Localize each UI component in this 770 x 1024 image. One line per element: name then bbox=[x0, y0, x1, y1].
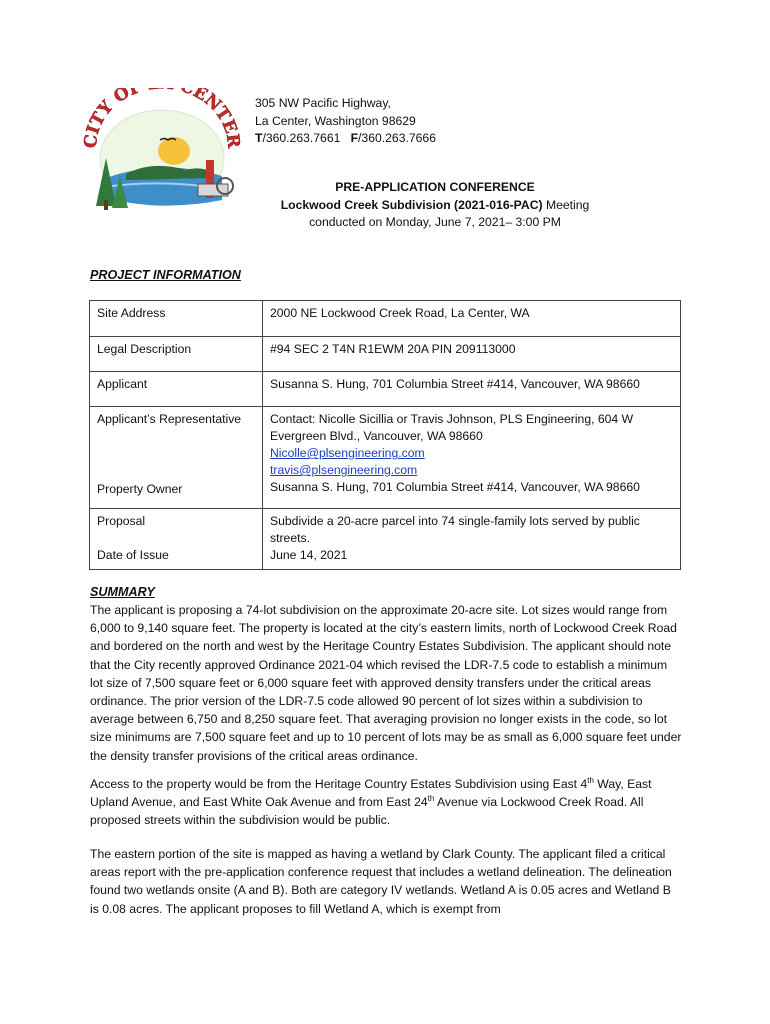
legal-description-value: #94 SEC 2 T4N R1EWM 20A PIN 209113000 bbox=[263, 337, 681, 372]
project-name: Lockwood Creek Subdivision (2021-016-PAC) bbox=[280, 197, 543, 212]
issue-date-label: Date of Issue bbox=[97, 548, 169, 562]
fax-number: /360.263.7666 bbox=[358, 131, 436, 145]
representative-value-cell bbox=[263, 407, 681, 509]
table-row bbox=[90, 407, 681, 509]
contact-numbers bbox=[255, 130, 436, 148]
p2-superscript-1: th bbox=[587, 775, 594, 785]
summary-paragraph-2 bbox=[90, 775, 682, 830]
representative-label-cell bbox=[90, 407, 263, 509]
owner-value: Susanna S. Hung, 701 Columbia Street #414, Vancouver, WA 98660 bbox=[270, 480, 640, 494]
proposal-value: Subdivide a 20-acre parcel into 74 single-family lots served by public streets. bbox=[270, 514, 640, 545]
address-line1: 305 NW Pacific Highway, bbox=[255, 96, 391, 110]
site-address-value: 2000 NE Lockwood Creek Road, La Center, WA bbox=[263, 301, 681, 337]
p2-part-a: Access to the property would be from the Heritage Country Estates Subdivision using East 4 bbox=[90, 777, 588, 791]
proposal-label-cell bbox=[90, 509, 263, 570]
issue-date-value: June 14, 2021 bbox=[270, 548, 348, 562]
project-suffix: Meeting bbox=[542, 197, 590, 212]
conference-title: PRE-APPLICATION CONFERENCE bbox=[335, 180, 535, 194]
table-row bbox=[90, 372, 681, 407]
proposal-value-cell bbox=[263, 509, 681, 570]
applicant-label: Applicant bbox=[90, 372, 263, 407]
summary-heading: SUMMARY bbox=[90, 585, 155, 599]
email-link-travis[interactable]: travis@plsengineering.com bbox=[270, 463, 418, 477]
table-row bbox=[90, 509, 681, 570]
p2-part-c: Avenue via Lockwood Creek Road. All proposed streets within the subdivision would be public. bbox=[90, 795, 644, 828]
p2-part-b: Way, East Upland Avenue, and East White Oak Avenue and from East 24 bbox=[90, 777, 652, 810]
logo-text: CITY OF ENTER bbox=[82, 88, 242, 150]
site-address-label: Site Address bbox=[90, 301, 263, 337]
table-row bbox=[90, 337, 681, 372]
proposal-label: Proposal bbox=[97, 514, 146, 528]
representative-contact: Contact: Nicolle Sicillia or Travis Johnson, PLS Engineering, 604 W Evergreen Blvd., Vancouver, WA 98660 bbox=[270, 412, 634, 443]
phone-label: T bbox=[255, 131, 263, 145]
p2-superscript-2: th bbox=[427, 794, 435, 804]
owner-label: Property Owner bbox=[97, 482, 183, 496]
fax-label: F bbox=[350, 131, 359, 145]
summary-paragraph-1: The applicant is proposing a 74-lot subdivision on the approximate 20-acre site. Lot sizes would range from 6,000 to 9,140 square feet. The property is located at the city’s eastern limits, north of Lockwood Creek Road and bordered on the north and west by the Heritage Country Estates Subdivision. The applicant should note that the City recently approved Ordinance 2021-04 which revised the LDR-7.5 code to establish a minimum lot size of 7,500 square feet or 6,000 square feet with approved density transfers under the critical areas ordinance. The prior version of the LDR-7.5 code allowed 90 percent of lot sizes within a subdivision to average between 6,750 and 8,250 square feet. That averaging provision no longer exists in the code, so lot size minimums are 7,500 square feet and up to 10 percent of lots may be as small as 6,000 square feet under the density transfer provisions of the critical areas ordinance. bbox=[90, 603, 682, 763]
project-info-table bbox=[89, 300, 681, 570]
conference-date: conducted on Monday, June 7, 2021– 3:00 PM bbox=[309, 215, 561, 229]
applicant-value: Susanna S. Hung, 701 Columbia Street #414, Vancouver, WA 98660 bbox=[263, 372, 681, 407]
legal-description-label: Legal Description bbox=[90, 337, 263, 372]
summary-paragraph-3: The eastern portion of the site is mapped as having a wetland by Clark County. The applicant filed a critical areas report with the pre-application conference request that includes a wetland delineation. The delineation found two wetlands onsite (A and B). Both are category IV wetlands. Wetland A is 0.05 acres and Wetland B is 0.08 acres. The applicant proposes to fill Wetland A, which is exempt from bbox=[90, 847, 672, 916]
city-address bbox=[255, 95, 436, 148]
table-row bbox=[90, 301, 681, 337]
representative-label: Applicant’s Representative bbox=[97, 412, 242, 426]
email-link-nicolle[interactable]: Nicolle@plsengineering.com bbox=[270, 446, 425, 460]
conference-header bbox=[200, 179, 670, 232]
phone-number: /360.263.7661 bbox=[262, 131, 341, 145]
address-line2: La Center, Washington 98629 bbox=[255, 113, 416, 128]
project-info-heading: PROJECT INFORMATION bbox=[90, 268, 241, 282]
conference-project bbox=[200, 197, 670, 215]
